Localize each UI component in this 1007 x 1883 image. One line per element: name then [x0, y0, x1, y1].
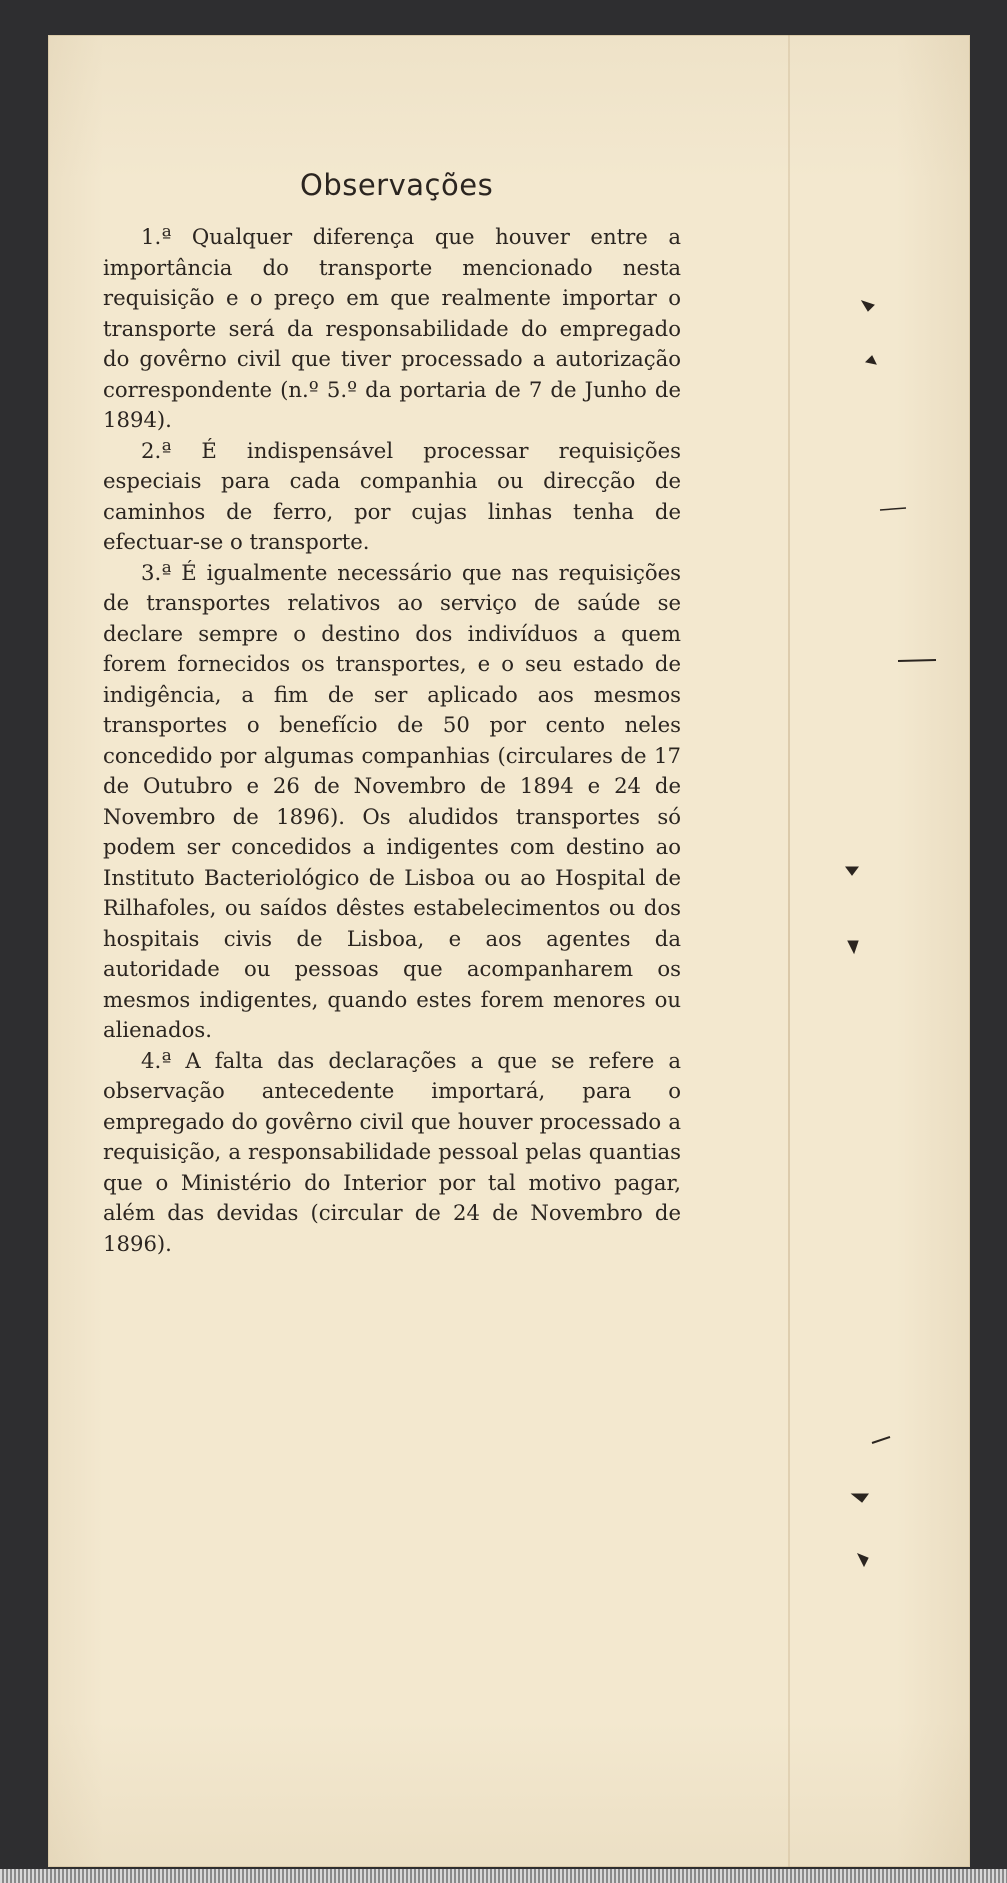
- staple-mark-7: [872, 1437, 890, 1443]
- observation-paragraph-1: 1.ª Qualquer diferença que houver entre a importância do transporte mencionado nesta requisição e o preço em que realmente importar o transporte será da responsabilidade do empregado do govêrno civil que tiver processado a autorização correspondente (n.º 5.º da portaria de 7 de Junho de 1894).: [103, 224, 681, 432]
- staple-mark-5: [846, 867, 858, 875]
- staple-mark-3: [880, 508, 906, 510]
- observation-paragraph-3: 3.ª É igualmente necessário que nas requisições de transportes relativos ao serviço de saúde se declare sempre o destino dos indivíduos a quem forem fornecidos os transportes, e o seu estado de indigência, a fim de ser aplicado aos mesmos transportes o benefício de 50 por cento neles concedido por algumas companhias (circulares de 17 de Outubro e 26 de Novembro de 1894 e 24 de Novembro de 1896). Os aludidos transportes só podem ser concedidos a indigentes com destino ao Instituto Bacteriológico de Lisboa ou ao Hospital de Rilhafoles, ou saídos dêstes estabelecimentos ou dos hospitais civis de Lisboa, e aos agentes da autoridade ou pessoas que acompanharem os mesmos indigentes, quando estes forem menores ou alienados.: [103, 559, 681, 1042]
- staple-mark-8: [852, 1494, 868, 1502]
- scan-edge-strip: [0, 1869, 1007, 1883]
- staple-mark-2: [866, 356, 876, 364]
- observation-paragraph-4: 4.ª A falta das declarações a que se refere a observação antecedente importará, para o empregado do govêrno civil que houver processado a requisição, a responsabilidade pessoal pelas quantias que o Ministério do Interior por tal motivo pagar, além das devidas (circular de 24 de Novembro de 1896).: [103, 1047, 681, 1256]
- staple-mark-9: [858, 1554, 868, 1566]
- staple-mark-1: [862, 301, 874, 311]
- staple-mark-6: [848, 941, 858, 953]
- observation-paragraph-2: 2.ª É indispensável processar requisições especiais para cada companhia ou direcção de caminhos de ferro, por cujas linhas tenha de efectuar-se o transporte.: [103, 437, 681, 554]
- staple-mark-4: [898, 660, 936, 661]
- page-title: Observações: [300, 168, 494, 202]
